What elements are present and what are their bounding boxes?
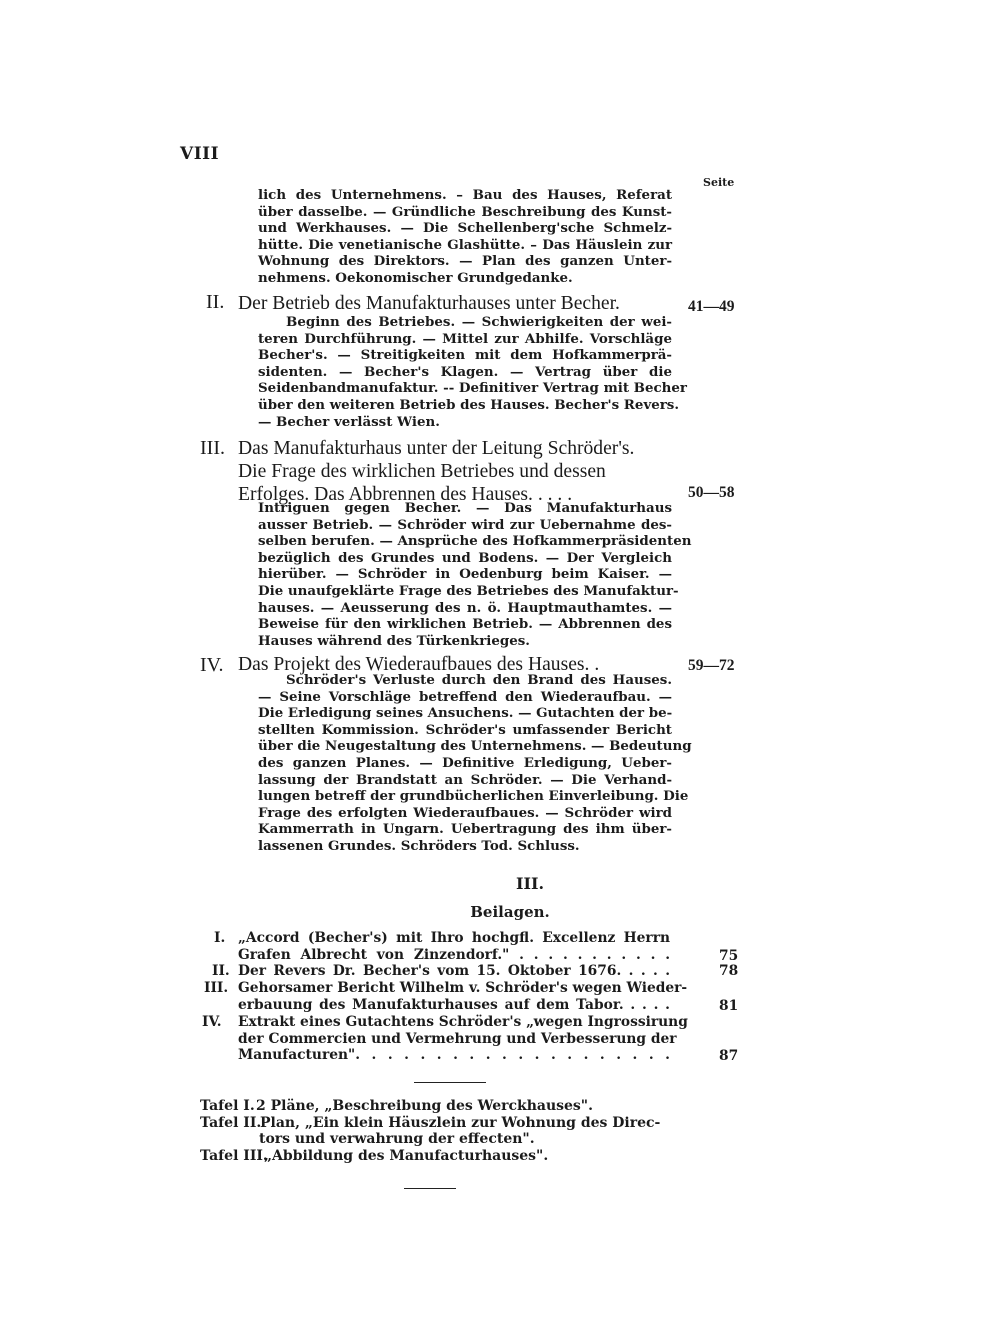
appendix-number: II.: [212, 963, 230, 979]
text-line: Gehorsamer Bericht Wilhelm v. Schröder's wegen Wieder-: [238, 980, 688, 996]
text-line: Plan, „Ein klein Häuszlein zur Wohnung des Direc-: [260, 1114, 661, 1131]
text-line: lassenen Grundes. Schröders Tod. Schluss.: [258, 837, 580, 854]
text-line: Intriguen gegen Becher. — Das Manufakturhaus: [258, 500, 672, 516]
text-line: selben berufen. — Ansprüche des Hofkammerpräsidenten: [258, 533, 692, 550]
plate-item: [200, 1098, 680, 1115]
appendix-number: IV.: [202, 1014, 222, 1030]
appendix-item: [200, 963, 740, 980]
section-number: IV.: [200, 654, 224, 676]
appendix-page: 78: [719, 963, 739, 979]
text-line: stellten Kommission. Schröder's umfassender Bericht: [258, 721, 672, 738]
plate-list: [200, 1098, 680, 1164]
text-line: Seidenbandmanufaktur. -- Definitiver Vertrag mit Becher: [258, 380, 687, 397]
text-line: 2 Pläne, „Beschreibung des Werckhauses".: [256, 1098, 593, 1114]
title-line: Das Manufakturhaus unter der Leitung Schröder's.: [238, 438, 635, 459]
separator-rule: [414, 1082, 486, 1083]
title-line: Das Projekt des Wiederaufbaues des Hauses. .: [238, 654, 600, 675]
text-line: und Werkhauses. — Die Schellenberg'sche Schmelz-: [258, 220, 672, 237]
text-line: lich des Unternehmens. – Bau des Hauses, Referat: [258, 187, 672, 203]
text-line: nehmens. Oekonomischer Grundgedanke.: [258, 269, 573, 286]
plate-label: Tafel I.: [200, 1098, 255, 1114]
part-subheading: Beilagen.: [470, 903, 550, 921]
text-line: Becher's. — Streitigkeiten mit dem Hofkammerprä-: [258, 347, 672, 364]
text-line: erbauung des Manufakturhauses auf dem Tabor. . . . .: [238, 996, 670, 1013]
section-title: [238, 292, 620, 315]
section-number: II.: [206, 291, 225, 313]
section-title: [238, 437, 634, 506]
section-summary: [258, 500, 692, 649]
text-line: ausser Betrieb. — Schröder wird zur Uebernahme des-: [258, 516, 672, 533]
section-pages: 50—58: [688, 484, 735, 501]
part-heading: III.: [515, 874, 545, 893]
text-line: Wohnung des Direktors. — Plan des ganzen Unter-: [258, 253, 672, 270]
appendix-page: 87: [719, 1048, 739, 1064]
text-line: teren Durchführung. — Mittel zur Abhilfe. Vorschläge: [258, 330, 672, 347]
appendix-item: [200, 1014, 740, 1064]
text-line: Die Erledigung seines Ansuchens. — Gutachten der be-: [258, 705, 673, 722]
text-line: hütte. Die venetianische Glashütte. – Das Häuslein zur: [258, 236, 672, 253]
title-line: Der Betrieb des Manufakturhauses unter Becher.: [238, 293, 620, 314]
text-line: „Abbildung des Manufacturhauses".: [264, 1147, 549, 1164]
text-line: des ganzen Planes. — Definitive Erledigung, Ueber-: [258, 754, 672, 771]
text-line: hauses. — Aeusserung des n. ö. Hauptmauthamtes. —: [258, 599, 672, 616]
text-line: lassung der Brandstatt an Schröder. — Die Verhand-: [258, 771, 672, 788]
text-line: „Accord (Becher's) mit Ihro hochgfl. Excellenz Herrn: [238, 930, 670, 946]
appendix-item: [200, 930, 740, 963]
text-line: über dasselbe. — Gründliche Beschreibung des Kunst-: [258, 203, 672, 220]
plate-label: Tafel II.: [200, 1114, 262, 1131]
section-pages: 59—72: [688, 657, 735, 674]
text-line: Kammerrath in Ungarn. Uebertragung des ihm über-: [258, 821, 672, 838]
text-line: Hauses während des Türkenkrieges.: [258, 632, 530, 649]
section-summary: [258, 314, 687, 430]
text-line: tors und verwahrung der effecten".: [259, 1131, 535, 1148]
page-number: VIII: [180, 144, 220, 164]
appendix-page: 81: [719, 998, 739, 1014]
appendix-number: III.: [204, 980, 229, 996]
section-pages: 41—49: [688, 298, 735, 315]
text-line: Beweise für den wirklichen Betrieb. — Abbrennen des: [258, 616, 672, 633]
appendix-page: 75: [719, 948, 739, 964]
plate-label: Tafel III.: [200, 1147, 268, 1164]
text-line: sidenten. — Becher's Klagen. — Vertrag über die: [258, 363, 672, 380]
plate-item: [200, 1148, 680, 1165]
page-column-label: Seite: [703, 176, 735, 189]
text-line: — Seine Vorschläge betreffend den Wiederaufbau. —: [258, 688, 672, 705]
text-line: lungen betreff der grundbücherlichen Einverleibung. Die: [258, 788, 689, 805]
intro-summary: [258, 187, 672, 287]
plate-item: [200, 1115, 680, 1148]
title-line: Erfolges. Das Abbrennen des Hauses. . . . .: [238, 484, 573, 505]
text-line: Grafen Albrecht von Zinzendorf." . . . . . . . . . . .: [238, 946, 670, 963]
text-line: Extrakt eines Gutachtens Schröder's „wegen Ingrossirung: [238, 1014, 688, 1030]
text-line: Frage des erfolgten Wiederaufbaues. — Schröder wird: [258, 804, 672, 821]
text-line: Manufacturen". . . . . . . . . . . . . . . . . . . .: [238, 1047, 670, 1064]
text-line: Der Revers Dr. Becher's vom 15. Oktober 1676. . . . .: [238, 963, 670, 979]
text-line: hierüber. — Schröder in Oedenburg beim Kaiser. —: [258, 566, 672, 583]
text-line: Schröder's Verluste durch den Brand des Hauses.: [286, 672, 672, 688]
bottom-rule: [404, 1188, 456, 1189]
text-line: Die unaufgeklärte Frage des Betriebes des Manufaktur-: [258, 582, 679, 599]
section-summary: [258, 672, 692, 855]
text-line: bezüglich des Grundes und Bodens. — Der Vergleich: [258, 549, 672, 566]
text-line: Beginn des Betriebes. — Schwierigkeiten der wei-: [286, 314, 672, 330]
appendix-item: [200, 980, 740, 1013]
text-line: der Commercien und Vermehrung und Verbesserung der: [238, 1030, 677, 1047]
text-line: — Becher verlässt Wien.: [258, 413, 440, 430]
title-line: Die Frage des wirklichen Betriebes und dessen: [238, 461, 606, 482]
section-number: III.: [200, 437, 225, 459]
text-line: über den weiteren Betrieb des Hauses. Becher's Revers.: [258, 396, 680, 413]
text-line: über die Neugestaltung des Unternehmens. — Bedeutung: [258, 738, 692, 755]
appendix-number: I.: [214, 930, 226, 946]
